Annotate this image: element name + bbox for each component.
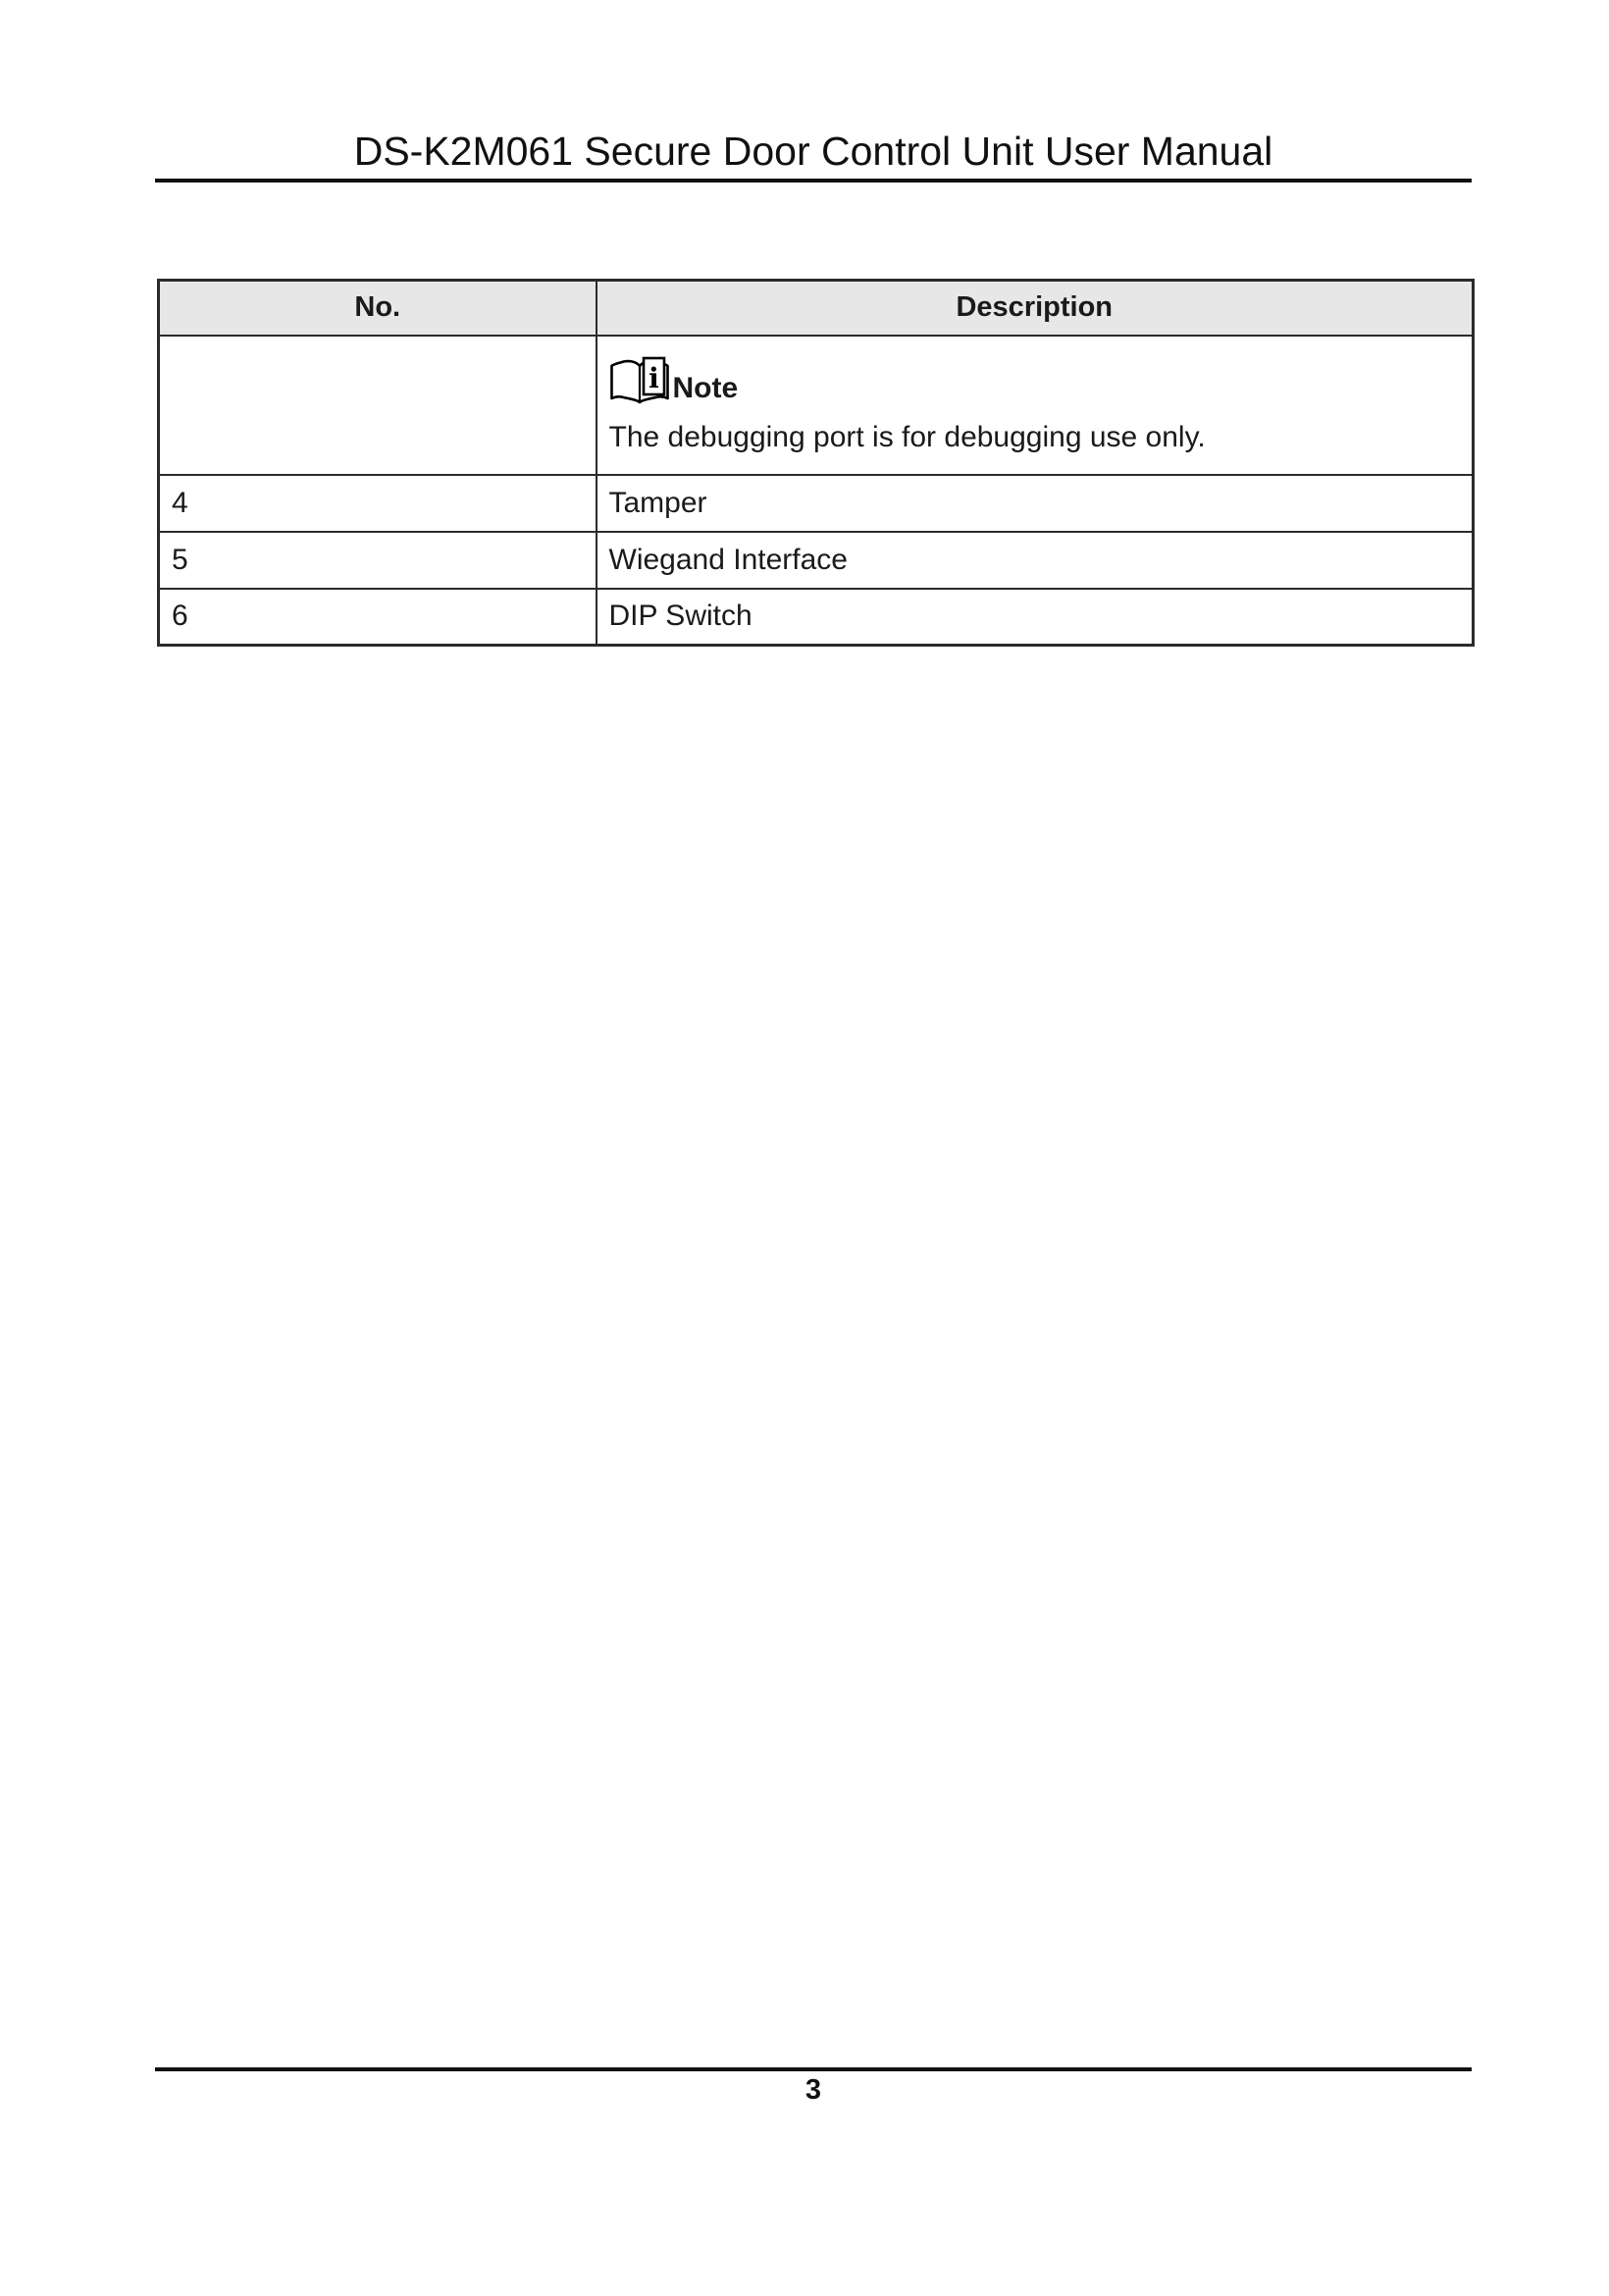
svg-text:i: i xyxy=(648,361,659,394)
table-header-row xyxy=(159,281,1474,336)
table-row-note xyxy=(159,336,1474,475)
column-header-no: No. xyxy=(159,281,597,336)
note-row-no-cell xyxy=(159,336,597,475)
note-label: Note xyxy=(672,371,739,404)
note-heading xyxy=(609,350,1461,405)
manual-book-info-icon xyxy=(609,356,670,405)
row-description: Tamper xyxy=(597,475,1474,532)
row-description: Wiegand Interface xyxy=(597,532,1474,589)
row-no: 6 xyxy=(159,589,597,646)
row-no: 5 xyxy=(159,532,597,589)
page-title: DS-K2M061 Secure Door Control Unit User Manual xyxy=(353,129,1273,174)
page-number: 3 xyxy=(804,2074,822,2106)
table-row xyxy=(159,475,1474,532)
header-divider xyxy=(155,179,1472,183)
note-text: The debugging port is for debugging use only. xyxy=(608,420,1206,453)
footer-divider xyxy=(155,2067,1472,2071)
table-row xyxy=(159,532,1474,589)
row-no: 4 xyxy=(159,475,597,532)
note-row-description-cell xyxy=(597,336,1474,475)
column-header-description: Description xyxy=(597,281,1474,336)
table-row xyxy=(159,589,1474,646)
row-description: DIP Switch xyxy=(597,589,1474,646)
description-table xyxy=(157,279,1475,647)
